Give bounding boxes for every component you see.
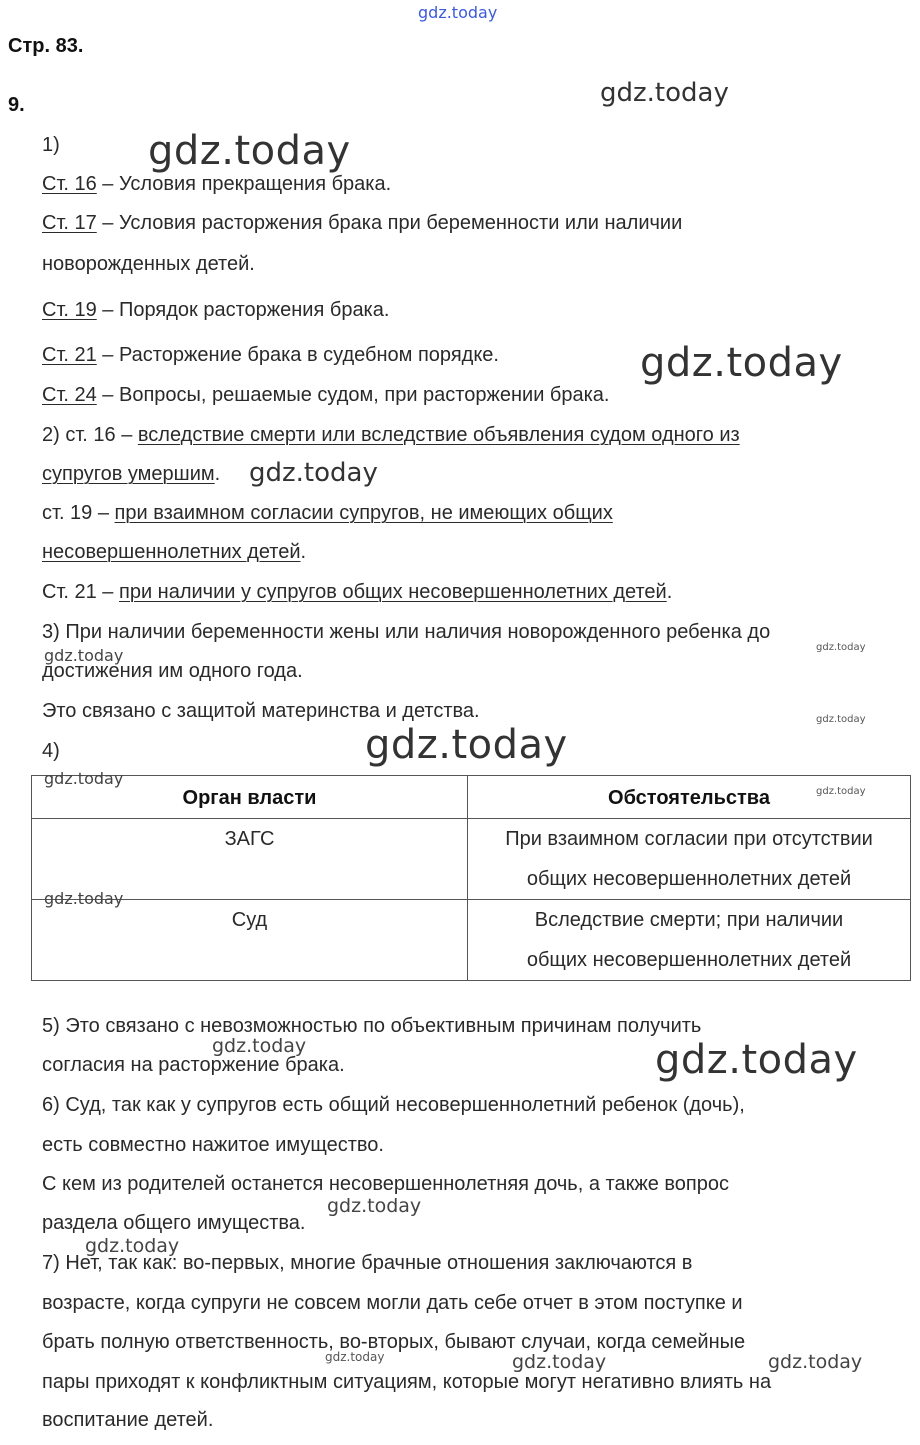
- part3-line2: достижения им одного года.: [42, 660, 303, 682]
- dash: –: [96, 299, 119, 321]
- article-text: Условия прекращения брака.: [119, 173, 392, 195]
- part2-line1: [42, 423, 740, 447]
- period: .: [214, 463, 221, 485]
- part6-line2: есть совместно нажитое имущество.: [42, 1134, 384, 1156]
- underlined-text: при наличии у супругов общих несовершеннолетних детей: [118, 581, 667, 603]
- circumstances-line: общих несовершеннолетних детей: [526, 949, 852, 971]
- watermark: gdz.today: [768, 1351, 863, 1373]
- part1-item-17-cont: новорожденных детей.: [42, 253, 255, 275]
- period: .: [666, 581, 673, 603]
- part2-line3: [42, 501, 613, 525]
- watermark: gdz.today: [816, 714, 866, 725]
- watermark: gdz.today: [85, 1235, 180, 1257]
- part7-line4: пары приходят к конфликтным ситуациям, которые могут негативно влиять на: [42, 1371, 772, 1393]
- table-header-row: [32, 776, 911, 819]
- part7-line1: 7) Нет, так как: во-первых, многие брачные отношения заключаются в: [42, 1252, 693, 1274]
- header-organ: Орган власти: [32, 776, 468, 819]
- article-text: Порядок расторжения брака.: [119, 299, 390, 321]
- part5-line1: 5) Это связано с невозможностью по объективным причинам получить: [42, 1015, 702, 1037]
- watermark: gdz.today: [325, 1350, 385, 1364]
- watermark: gdz.today: [600, 78, 729, 108]
- dash: –: [96, 173, 119, 195]
- watermark: gdz.today: [512, 1351, 607, 1373]
- prefix: 2) ст. 16 –: [42, 424, 138, 446]
- article-ref: Ст. 17: [42, 212, 97, 234]
- prefix: Ст. 21 –: [42, 581, 119, 603]
- watermark: gdz.today: [44, 889, 124, 908]
- organ-cell: Суд: [32, 900, 468, 981]
- circumstances-cell: [468, 900, 911, 981]
- part3-line1: 3) При наличии беременности жены или наличия новорожденного ребенка до: [42, 621, 771, 643]
- prefix: ст. 19 –: [42, 502, 115, 524]
- watermark: gdz.today: [365, 722, 568, 768]
- article-ref: Ст. 19: [42, 299, 97, 321]
- table-row: [32, 900, 911, 981]
- page-reference: Стр. 83.: [8, 35, 84, 57]
- part1-item-21: [42, 343, 499, 367]
- header-circumstances: Обстоятельства: [468, 776, 911, 819]
- watermark: gdz.today: [44, 646, 124, 665]
- part4-label: 4): [42, 740, 60, 762]
- part1-item-19: [42, 298, 389, 322]
- watermark: gdz.today: [327, 1195, 422, 1217]
- circumstances-line: Вследствие смерти; при наличии: [534, 909, 844, 931]
- underlined-text: вследствие смерти или вследствие объявления судом одного из: [137, 424, 740, 446]
- part6-line4: раздела общего имущества.: [42, 1212, 306, 1234]
- part7-line3: брать полную ответственность, во-вторых, бывают случаи, когда семейные: [42, 1331, 746, 1353]
- organ-cell: ЗАГС: [32, 819, 468, 900]
- dash: –: [96, 384, 119, 406]
- part1-item-17: [42, 211, 682, 235]
- watermark: gdz.today: [655, 1037, 858, 1083]
- dash: –: [96, 212, 119, 234]
- circumstances-line: общих несовершеннолетних детей: [526, 868, 852, 890]
- watermark: gdz.today: [418, 3, 498, 22]
- article-ref: Ст. 21: [42, 344, 97, 366]
- part6-line3: С кем из родителей останется несовершеннолетняя дочь, а также вопрос: [42, 1173, 729, 1195]
- authority-table: [31, 775, 911, 981]
- part3-line3: Это связано с защитой материнства и детства.: [42, 700, 480, 722]
- part1-item-16: [42, 172, 391, 196]
- article-ref: Ст. 16: [42, 173, 97, 195]
- circumstances-line: При взаимном согласии при отсутствии: [505, 828, 873, 850]
- part6-line1: 6) Суд, так как у супругов есть общий несовершеннолетний ребенок (дочь),: [42, 1094, 745, 1116]
- underlined-text: супругов умершим: [42, 463, 215, 485]
- watermark: gdz.today: [148, 128, 351, 174]
- underlined-text: несовершеннолетних детей: [42, 541, 301, 563]
- dash: –: [96, 344, 119, 366]
- task-number: 9.: [8, 94, 25, 116]
- article-text: Вопросы, решаемые судом, при расторжении брака.: [119, 384, 610, 406]
- circumstances-cell: [468, 819, 911, 900]
- watermark: gdz.today: [640, 340, 843, 386]
- watermark: gdz.today: [249, 458, 378, 488]
- part7-line5: воспитание детей.: [42, 1409, 214, 1431]
- underlined-text: при взаимном согласии супругов, не имеющих общих: [114, 502, 613, 524]
- part1-item-24: [42, 383, 610, 407]
- watermark: gdz.today: [816, 786, 866, 797]
- part5-line2: согласия на расторжение брака.: [42, 1054, 345, 1076]
- watermark: gdz.today: [212, 1035, 307, 1057]
- part7-line2: возрасте, когда супруги не совсем могли дать себе отчет в этом поступке и: [42, 1292, 743, 1314]
- watermark: gdz.today: [816, 642, 866, 653]
- period: .: [300, 541, 307, 563]
- part1-label: 1): [42, 134, 60, 156]
- article-ref: Ст. 24: [42, 384, 97, 406]
- part2-line5: [42, 580, 672, 604]
- table-row: [32, 819, 911, 900]
- part2-line2: [42, 462, 220, 486]
- part2-line4: [42, 540, 306, 564]
- watermark: gdz.today: [44, 769, 124, 788]
- article-text: Условия расторжения брака при беременности или наличии: [119, 212, 683, 234]
- article-text: Расторжение брака в судебном порядке.: [119, 344, 499, 366]
